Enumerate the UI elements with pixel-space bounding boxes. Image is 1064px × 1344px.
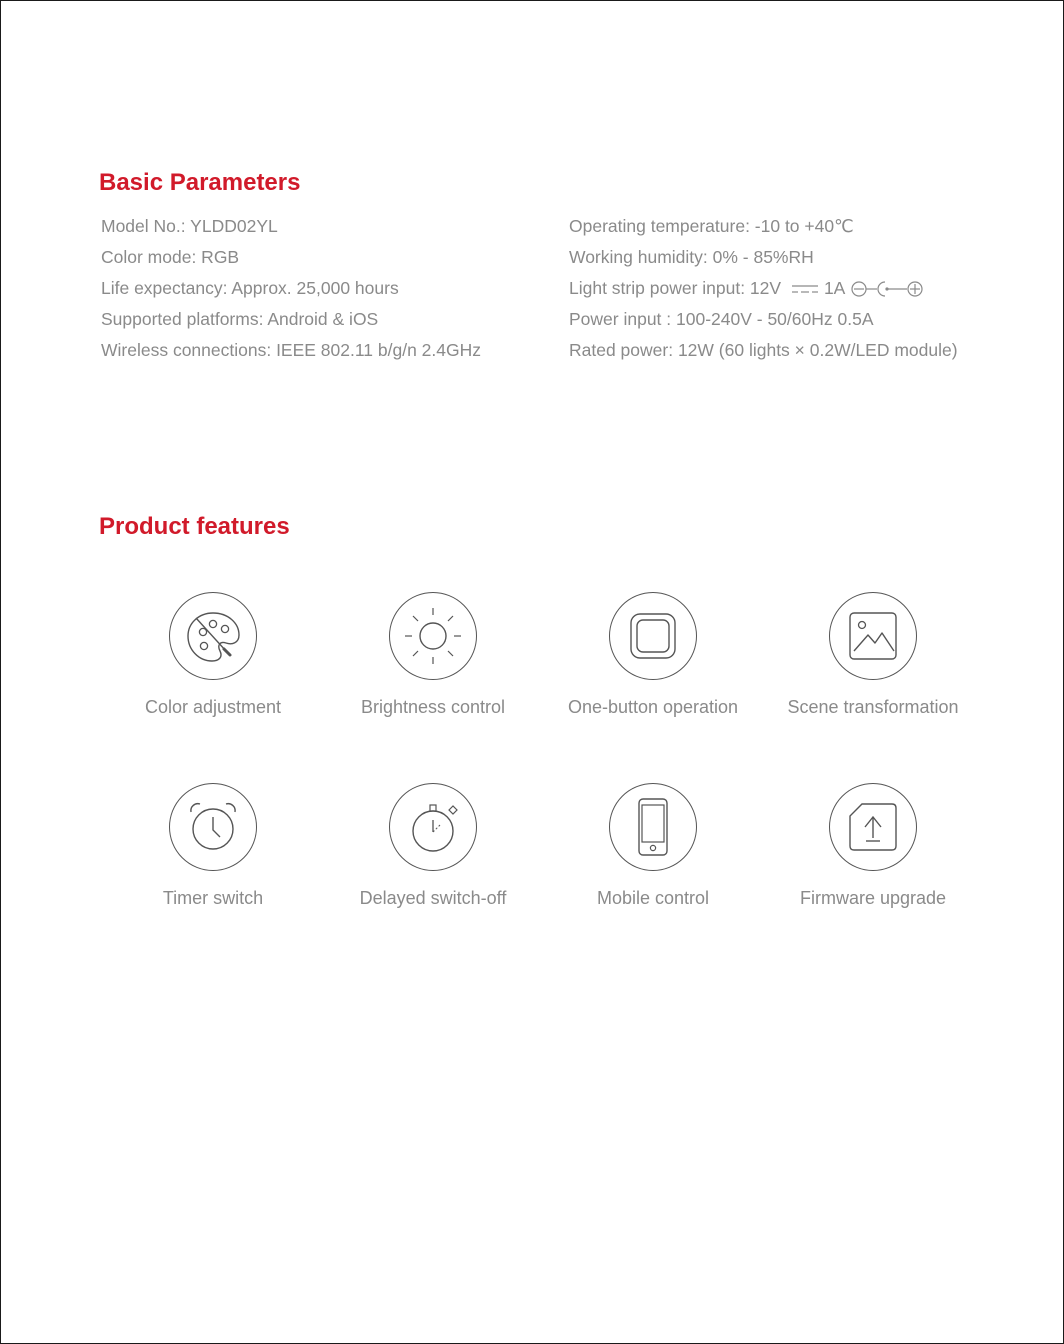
polarity-icon [851,278,923,300]
palette-icon [182,605,244,667]
param-operating-temperature: Operating temperature: -10 to +40℃ [569,216,854,236]
feature-mobile-control [543,783,763,909]
feature-label: Scene transformation [787,697,959,717]
feature-color-adjustment [103,592,323,718]
param-light-strip-input [569,275,958,306]
product-features-title: Product features [99,513,290,540]
param-rated-power: Rated power: 12W (60 lights × 0.2W/LED module) [569,340,958,360]
feature-ring [169,592,257,680]
square-button-icon [622,605,684,667]
feature-label: Mobile control [596,888,710,908]
param-model: Model No.: YLDD02YL [101,216,278,236]
feature-brightness-control [323,592,543,718]
param-platforms: Supported platforms: Android & iOS [101,309,379,329]
feature-label: One-button operation [567,697,739,717]
param-power-input: Power input : 100-240V - 50/60Hz 0.5A [569,309,874,329]
feature-delayed-switch-off [323,783,543,909]
parameters-left-column [101,213,481,368]
feature-one-button-operation [543,592,763,718]
light-strip-input-label: Light strip power input: 12V [569,278,782,298]
upload-chip-icon [842,796,904,858]
feature-ring [389,592,477,680]
param-working-humidity: Working humidity: 0% - 85%RH [569,247,814,267]
feature-label: Delayed switch-off [359,888,507,908]
basic-parameters-title: Basic Parameters [99,169,301,196]
stopwatch-icon [402,796,464,858]
feature-ring [609,592,697,680]
param-color-mode: Color mode: RGB [101,247,240,267]
dc-current-icon [790,282,820,296]
feature-ring [169,783,257,871]
image-icon [842,605,904,667]
feature-label: Firmware upgrade [799,888,947,908]
param-wireless: Wireless connections: IEEE 802.11 b/g/n 2.4GHz [101,340,482,360]
feature-label: Brightness control [360,697,506,717]
feature-ring [609,783,697,871]
feature-timer-switch [103,783,323,909]
feature-ring [389,783,477,871]
param-life-expectancy: Life expectancy: Approx. 25,000 hours [101,278,399,298]
light-strip-current: 1A [823,278,846,298]
feature-label: Color adjustment [144,697,282,717]
feature-ring [829,592,917,680]
feature-label: Timer switch [162,888,264,908]
sun-icon [402,605,464,667]
feature-ring [829,783,917,871]
feature-scene-transformation [763,592,983,718]
feature-firmware-upgrade [763,783,983,909]
parameters-right-column [569,213,958,368]
smartphone-icon [622,796,684,858]
alarm-clock-icon [182,796,244,858]
